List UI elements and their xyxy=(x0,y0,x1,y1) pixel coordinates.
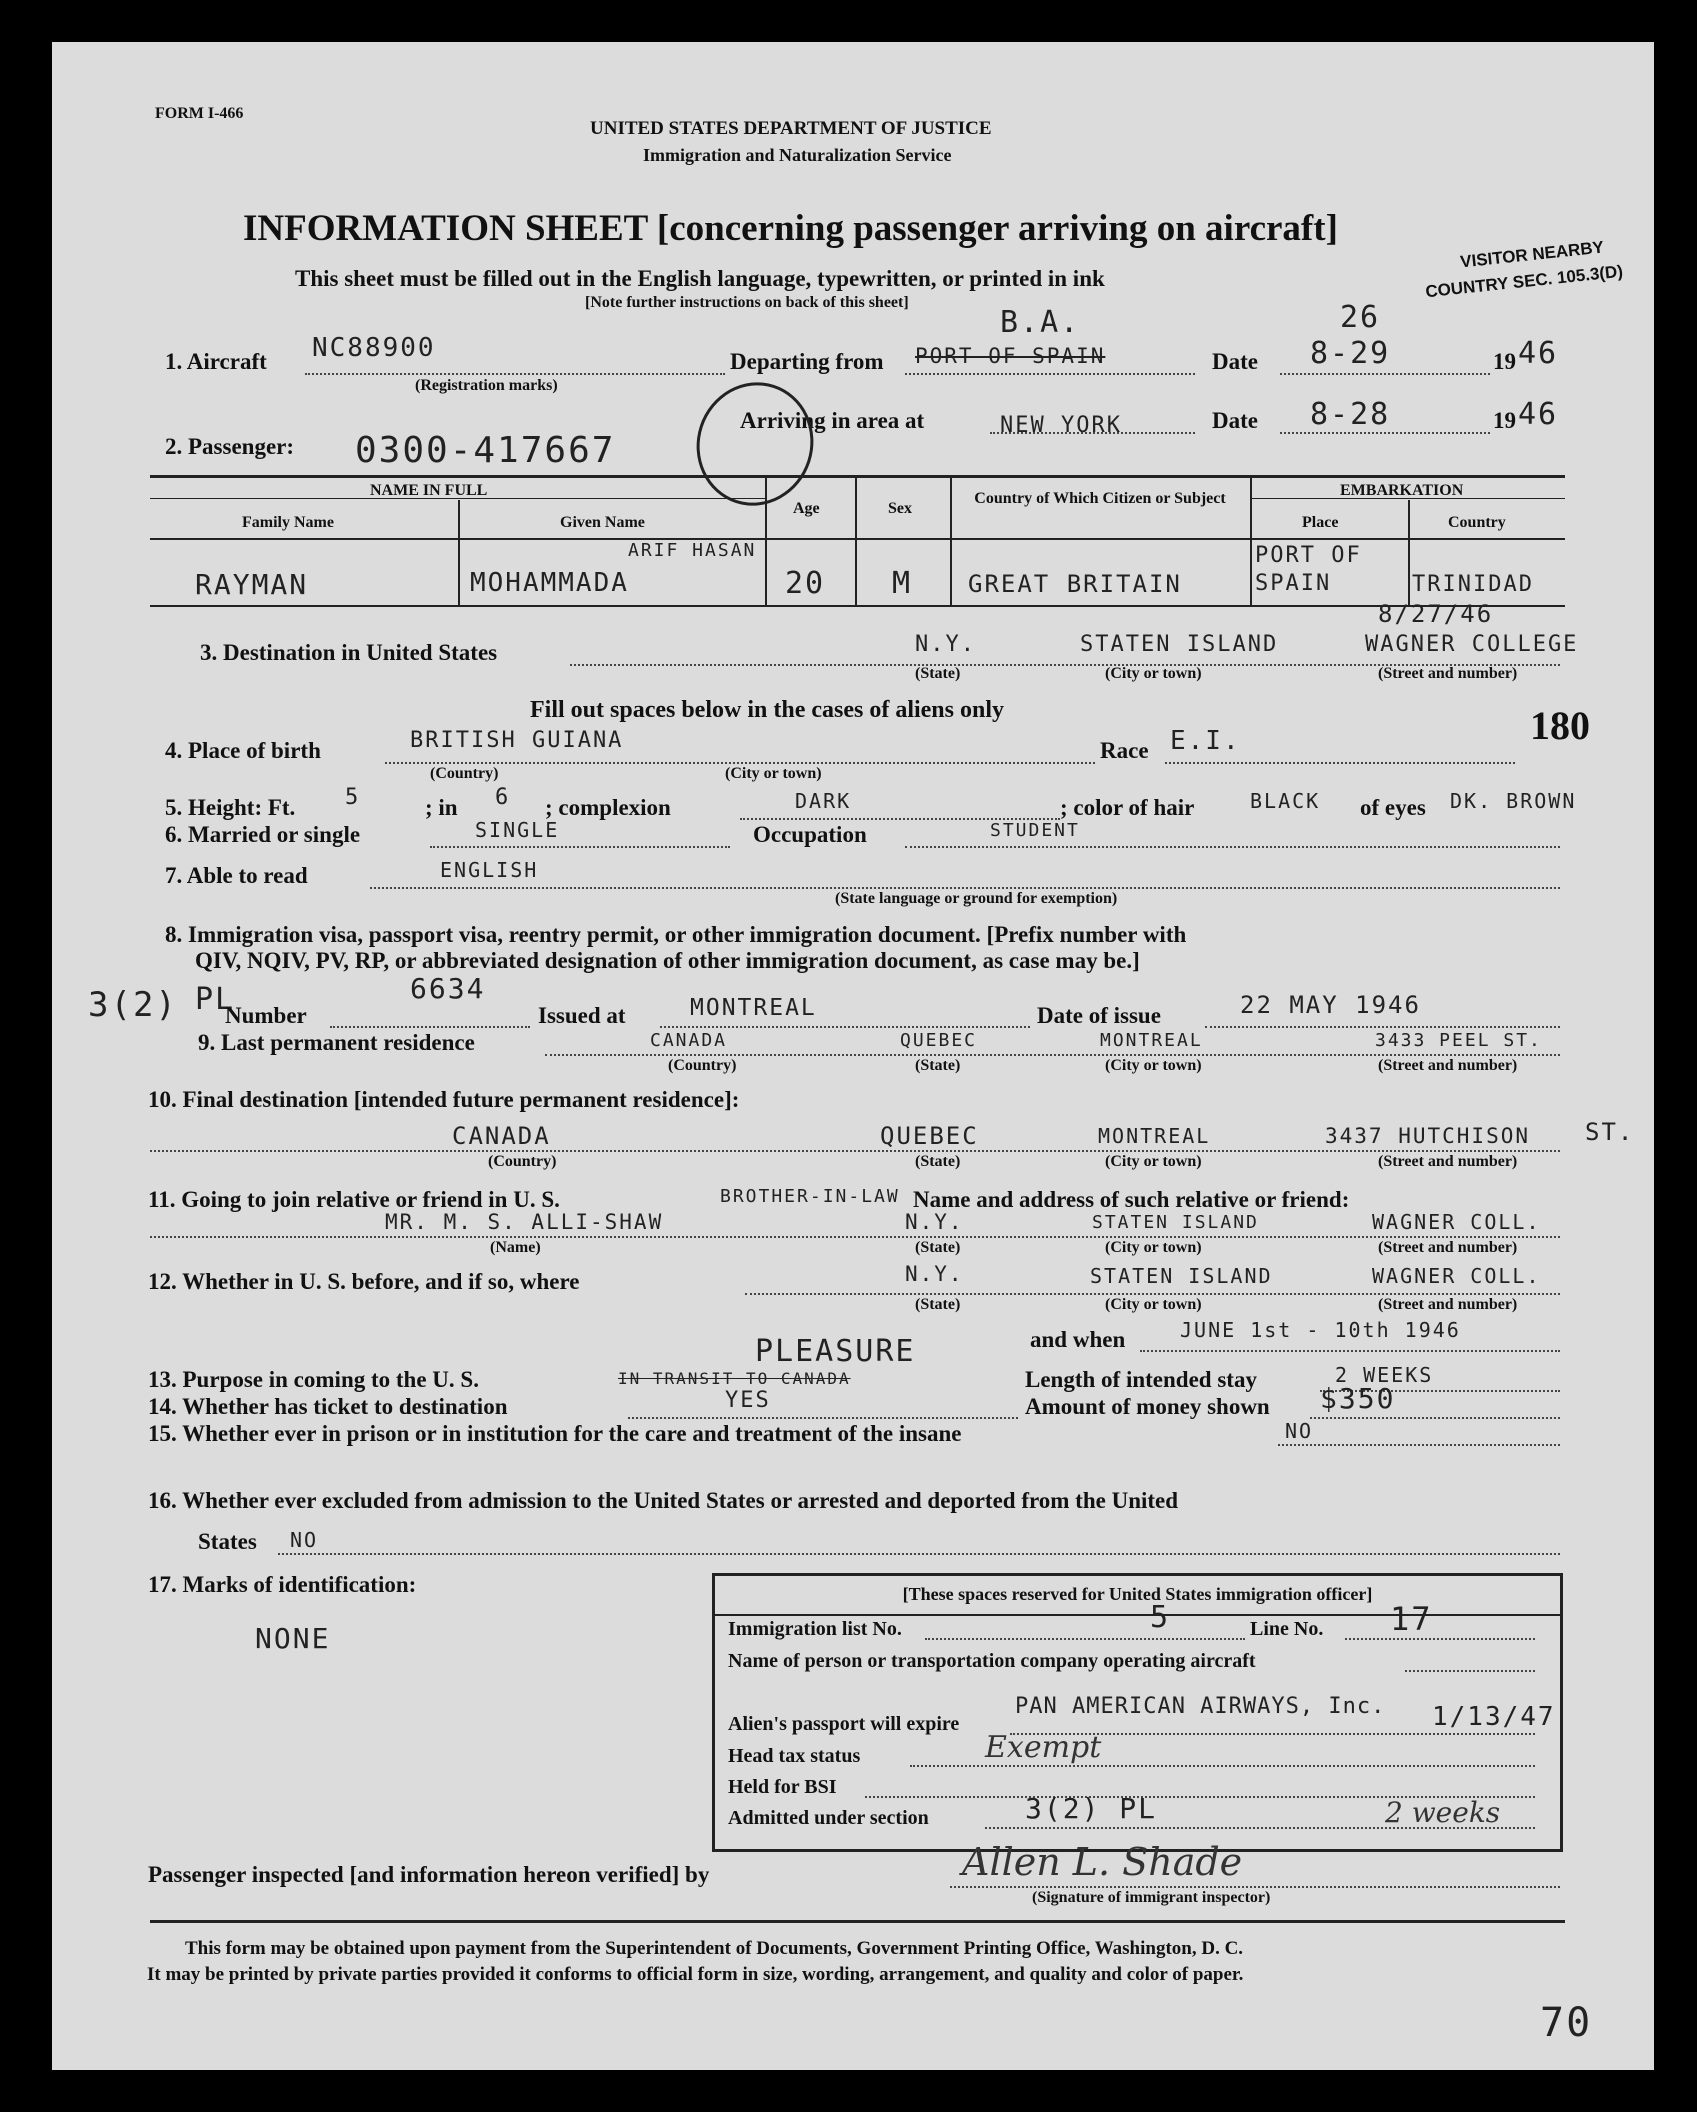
citizen-header: Country of Which Citizen or Subject xyxy=(974,490,1226,507)
us-before-line xyxy=(745,1293,1560,1295)
aircraft-line xyxy=(305,373,725,375)
read-line xyxy=(370,887,1560,889)
table-bottom-rule xyxy=(150,605,1565,607)
excluded-value: NO xyxy=(290,1528,319,1552)
table-divider xyxy=(458,500,460,605)
join-relative-city: STATEN ISLAND xyxy=(1092,1212,1259,1233)
us-before-when-value: JUNE 1st - 10th 1946 xyxy=(1180,1318,1461,1342)
embark-date-note: 8/27/46 xyxy=(1378,600,1494,628)
line-no-value: 17 xyxy=(1390,1600,1433,1638)
ticket-line xyxy=(628,1417,1018,1419)
us-before-street: WAGNER COLL. xyxy=(1372,1264,1541,1288)
place-header: Place xyxy=(1302,514,1339,531)
last-residence-city-caption: (City or town) xyxy=(1105,1057,1202,1074)
section-line xyxy=(985,1827,1535,1829)
final-destination-state-caption: (State) xyxy=(915,1153,961,1170)
prison-line xyxy=(1278,1444,1560,1446)
year2-value: 46 xyxy=(1518,397,1559,432)
final-destination-street-suffix: ST. xyxy=(1585,1118,1635,1146)
us-before-label: 12. Whether in U. S. before, and if so, where xyxy=(148,1269,580,1294)
inspector-signature-line xyxy=(950,1886,1560,1888)
date1-line xyxy=(1280,373,1490,375)
excluded-label-line2: States xyxy=(198,1529,257,1554)
footer-line1: This form may be obtained upon payment from the Superintendent of Documents, Government Printing Office, Washington, D. C. xyxy=(185,1938,1244,1959)
name-in-full-header: NAME IN FULL xyxy=(370,482,488,499)
table-divider xyxy=(1408,500,1410,605)
us-before-state-caption: (State) xyxy=(915,1296,961,1313)
prison-label: 15. Whether ever in prison or in institution for the care and treatment of the insane xyxy=(148,1421,962,1446)
arriving-line xyxy=(990,432,1195,434)
issued-at-value: MONTREAL xyxy=(690,995,817,1021)
final-destination-street-caption: (Street and number) xyxy=(1378,1153,1518,1170)
visa-label-line1: 8. Immigration visa, passport visa, reentry permit, or other immigration document. [Prefix number with xyxy=(165,922,1187,947)
join-relative-city-caption: (City or town) xyxy=(1105,1239,1202,1256)
list-no-line xyxy=(925,1638,1245,1640)
destination-label: 3. Destination in United States xyxy=(200,640,498,665)
visa-label-line2: QIV, NQIV, PV, RP, or abbreviated designation of other immigration document, as case may be.] xyxy=(195,948,1140,973)
read-value: ENGLISH xyxy=(440,858,539,882)
section-value: 3(2) PL xyxy=(1025,1792,1158,1825)
embarkation-header: EMBARKATION xyxy=(1340,482,1464,499)
us-before-when-label: and when xyxy=(1030,1327,1126,1352)
race-line xyxy=(1165,762,1515,764)
year2-prefix: 19 xyxy=(1493,408,1516,433)
officer-box-rule xyxy=(715,1614,1560,1616)
occupation-label: Occupation xyxy=(753,822,867,847)
destination-city-caption: (City or town) xyxy=(1105,665,1202,682)
occupation-value: STUDENT xyxy=(990,820,1080,841)
passenger-number: 0300-417667 xyxy=(355,430,616,471)
visitor-stamp-line2: COUNTRY SEC. 105.3(D) xyxy=(1424,261,1624,302)
join-relative-state: N.Y. xyxy=(905,1210,964,1234)
final-destination-street: 3437 HUTCHISON xyxy=(1325,1124,1531,1148)
money-value: $350 xyxy=(1320,1382,1396,1415)
final-destination-city-caption: (City or town) xyxy=(1105,1153,1202,1170)
join-relative-name: MR. M. S. ALLI-SHAW xyxy=(385,1210,664,1234)
year1-value: 46 xyxy=(1518,336,1559,371)
stay-length-label: Length of intended stay xyxy=(1025,1367,1257,1392)
join-relative-label: 11. Going to join relative or friend in U. S. xyxy=(148,1187,560,1212)
department-name: UNITED STATES DEPARTMENT OF JUSTICE xyxy=(590,118,992,139)
head-tax-line xyxy=(910,1765,1535,1767)
embark-country-value: TRINIDAD xyxy=(1412,572,1534,597)
visa-number-label: Number xyxy=(225,1003,307,1028)
us-before-street-caption: (Street and number) xyxy=(1378,1296,1518,1313)
hair-label: ; color of hair xyxy=(1060,795,1195,820)
height-ft-value: 5 xyxy=(345,785,361,810)
country-header: Country xyxy=(1448,514,1506,531)
company-line xyxy=(1405,1670,1535,1672)
family-name-header: Family Name xyxy=(242,514,334,531)
instruction-note: [Note further instructions on back of this sheet] xyxy=(585,294,909,311)
us-before-when-line xyxy=(1140,1350,1560,1352)
departing-correction: B.A. xyxy=(1000,305,1081,340)
height-in-label: ; in xyxy=(425,795,458,820)
form-number: FORM I-466 xyxy=(155,105,244,122)
marital-line xyxy=(430,846,730,848)
us-before-city-caption: (City or town) xyxy=(1105,1296,1202,1313)
aircraft-label: 1. Aircraft xyxy=(165,349,267,374)
head-tax-label: Head tax status xyxy=(728,1745,861,1767)
birth-city-caption: (City or town) xyxy=(725,765,822,782)
issue-date-line xyxy=(1205,1026,1560,1028)
bsi-label: Held for BSI xyxy=(728,1776,837,1798)
destination-street-caption: (Street and number) xyxy=(1378,665,1518,682)
identification-label: 17. Marks of identification: xyxy=(148,1572,417,1597)
last-residence-country: CANADA xyxy=(650,1030,728,1051)
section-extra: 2 weeks xyxy=(1385,1796,1501,1829)
corner-note: 70 xyxy=(1540,2000,1593,2046)
aircraft-value: NC88900 xyxy=(312,333,436,363)
line-no-label: Line No. xyxy=(1250,1618,1324,1640)
passport-expire-label: Alien's passport will expire xyxy=(728,1713,960,1735)
date1-value: 8-29 xyxy=(1310,336,1391,371)
join-relative-relation: BROTHER-IN-LAW xyxy=(720,1186,900,1207)
hair-value: BLACK xyxy=(1250,789,1321,813)
instruction-line: This sheet must be filled out in the English language, typewritten, or printed in ink xyxy=(295,266,1105,291)
officer-box-heading: [These spaces reserved for United States immigration officer] xyxy=(902,1584,1373,1604)
list-no-label: Immigration list No. xyxy=(728,1618,902,1640)
line-no-line xyxy=(1345,1638,1535,1640)
family-name-value: RAYMAN xyxy=(195,568,309,601)
table-top-rule xyxy=(150,475,1565,478)
last-residence-state: QUEBEC xyxy=(900,1030,978,1051)
given-name-addition: ARIF HASAN xyxy=(628,540,757,561)
departing-value: PORT OF SPAIN xyxy=(915,344,1106,368)
purpose-struck-value: IN TRANSIT TO CANADA xyxy=(618,1369,851,1388)
excluded-label-line1: 16. Whether ever excluded from admission to the United States or arrested and deported from the United xyxy=(148,1488,1179,1513)
age-value: 20 xyxy=(785,566,826,601)
table-divider xyxy=(950,478,952,605)
last-residence-street: 3433 PEEL ST. xyxy=(1375,1030,1542,1051)
sex-header: Sex xyxy=(888,500,912,517)
registration-caption: (Registration marks) xyxy=(415,377,558,394)
inspector-signature: Allen L. Shade xyxy=(962,1840,1243,1884)
arriving-label: Arriving in area at xyxy=(740,408,925,433)
join-relative-name-caption: (Name) xyxy=(490,1239,541,1256)
date2-label: Date xyxy=(1212,408,1258,433)
last-residence-street-caption: (Street and number) xyxy=(1378,1057,1518,1074)
list-no-value: 5 xyxy=(1150,1600,1171,1635)
read-caption: (State language or ground for exemption) xyxy=(835,890,1118,907)
visa-margin-note: 3(2) xyxy=(88,985,178,1025)
visa-number-value: 6634 xyxy=(410,972,486,1005)
join-relative-street-caption: (Street and number) xyxy=(1378,1239,1518,1256)
footer-line2: It may be printed by private parties provided it conforms to official form in size, wording, arrangement, and quality and color of paper. xyxy=(147,1964,1244,1985)
page-number: 180 xyxy=(1530,703,1590,748)
eyes-value: DK. BROWN xyxy=(1450,789,1577,813)
citizen-value: GREAT BRITAIN xyxy=(968,570,1182,598)
last-residence-city: MONTREAL xyxy=(1100,1030,1203,1051)
age-header: Age xyxy=(793,500,820,517)
table-header-rule xyxy=(150,538,1565,540)
issue-date-label: Date of issue xyxy=(1037,1003,1161,1028)
visa-prefix: PL xyxy=(195,982,236,1017)
aliens-heading: Fill out spaces below in the cases of aliens only xyxy=(530,697,1005,723)
destination-state-caption: (State) xyxy=(915,665,961,682)
service-name: Immigration and Naturalization Service xyxy=(643,145,952,165)
join-relative-name-label: Name and address of such relative or friend: xyxy=(913,1187,1350,1212)
visa-number-line xyxy=(330,1026,530,1028)
date2-value: 8-28 xyxy=(1310,397,1391,432)
page-title: INFORMATION SHEET [concerning passenger arriving on aircraft] xyxy=(243,208,1338,249)
final-destination-country: CANADA xyxy=(452,1122,551,1150)
sex-value: M xyxy=(892,566,913,601)
birth-label: 4. Place of birth xyxy=(165,738,321,763)
given-name-header: Given Name xyxy=(560,514,645,531)
purpose-value: PLEASURE xyxy=(755,1334,916,1369)
race-value: E.I. xyxy=(1170,726,1241,756)
birth-value: BRITISH GUIANA xyxy=(410,728,624,753)
destination-state: N.Y. xyxy=(915,632,976,657)
join-relative-street: WAGNER COLL. xyxy=(1372,1210,1541,1234)
footer-rule xyxy=(150,1920,1565,1923)
eyes-label: of eyes xyxy=(1360,795,1426,820)
issued-at-line xyxy=(660,1026,1030,1028)
birth-country-caption: (Country) xyxy=(430,765,499,782)
complexion-label: ; complexion xyxy=(545,795,671,820)
identification-value: NONE xyxy=(255,1622,331,1655)
table-divider xyxy=(765,478,767,605)
issued-at-label: Issued at xyxy=(538,1003,626,1028)
last-residence-label: 9. Last permanent residence xyxy=(198,1030,475,1055)
date2-line xyxy=(1280,432,1490,434)
passport-expire-value: 1/13/47 xyxy=(1432,1702,1556,1732)
departing-line xyxy=(905,373,1195,375)
final-destination-label: 10. Final destination [intended future permanent residence]: xyxy=(148,1087,740,1112)
date1-correction: 26 xyxy=(1340,300,1381,335)
complexion-value: DARK xyxy=(795,789,852,813)
company-value: PAN AMERICAN AIRWAYS, Inc. xyxy=(1015,1694,1386,1719)
us-before-city: STATEN ISLAND xyxy=(1090,1264,1273,1288)
issue-date-value: 22 MAY 1946 xyxy=(1240,991,1421,1019)
destination-street: WAGNER COLLEGE xyxy=(1365,632,1579,657)
height-label: 5. Height: Ft. xyxy=(165,795,296,820)
inspector-signature-caption: (Signature of immigrant inspector) xyxy=(1032,1889,1271,1906)
stay-length-value: 2 WEEKS xyxy=(1335,1363,1434,1387)
final-destination-state: QUEBEC xyxy=(880,1122,979,1150)
embark-place-value: PORT OF SPAIN xyxy=(1255,543,1362,596)
departing-label: Departing from xyxy=(730,349,884,374)
prison-value: NO xyxy=(1285,1419,1314,1443)
race-label: Race xyxy=(1100,738,1149,763)
join-relative-line xyxy=(150,1236,1560,1238)
last-residence-country-caption: (Country) xyxy=(668,1057,737,1074)
arriving-value: NEW YORK xyxy=(1000,413,1122,438)
company-label: Name of person or transportation company operating aircraft xyxy=(728,1650,1256,1672)
final-destination-line xyxy=(150,1150,1560,1152)
height-in-value: 6 xyxy=(495,785,511,810)
given-name-value: MOHAMMADA xyxy=(470,568,629,598)
join-relative-state-caption: (State) xyxy=(915,1239,961,1256)
head-tax-value: Exempt xyxy=(985,1730,1102,1765)
money-line xyxy=(1310,1417,1560,1419)
visitor-stamp-line1: VISITOR NEARBY xyxy=(1459,237,1605,272)
section-label: Admitted under section xyxy=(728,1807,929,1829)
final-destination-city: MONTREAL xyxy=(1098,1124,1211,1148)
occupation-line xyxy=(905,846,1560,848)
birth-line xyxy=(385,762,1095,764)
excluded-line xyxy=(278,1553,1560,1555)
read-label: 7. Able to read xyxy=(165,863,308,888)
purpose-label: 13. Purpose in coming to the U. S. xyxy=(148,1367,479,1392)
last-residence-state-caption: (State) xyxy=(915,1057,961,1074)
us-before-state: N.Y. xyxy=(905,1262,964,1286)
destination-city: STATEN ISLAND xyxy=(1080,632,1279,657)
year1-prefix: 19 xyxy=(1493,349,1516,374)
marital-value: SINGLE xyxy=(475,818,560,842)
last-residence-line xyxy=(545,1054,1560,1056)
ticket-label: 14. Whether has ticket to destination xyxy=(148,1394,508,1419)
final-destination-country-caption: (Country) xyxy=(488,1153,557,1170)
passenger-label: 2. Passenger: xyxy=(165,434,295,459)
inspected-label: Passenger inspected [and information hereon verified] by xyxy=(148,1862,710,1887)
ticket-value: YES xyxy=(725,1388,771,1413)
marital-label: 6. Married or single xyxy=(165,822,361,847)
money-label: Amount of money shown xyxy=(1025,1394,1270,1419)
date1-label: Date xyxy=(1212,349,1258,374)
table-divider xyxy=(855,478,857,605)
